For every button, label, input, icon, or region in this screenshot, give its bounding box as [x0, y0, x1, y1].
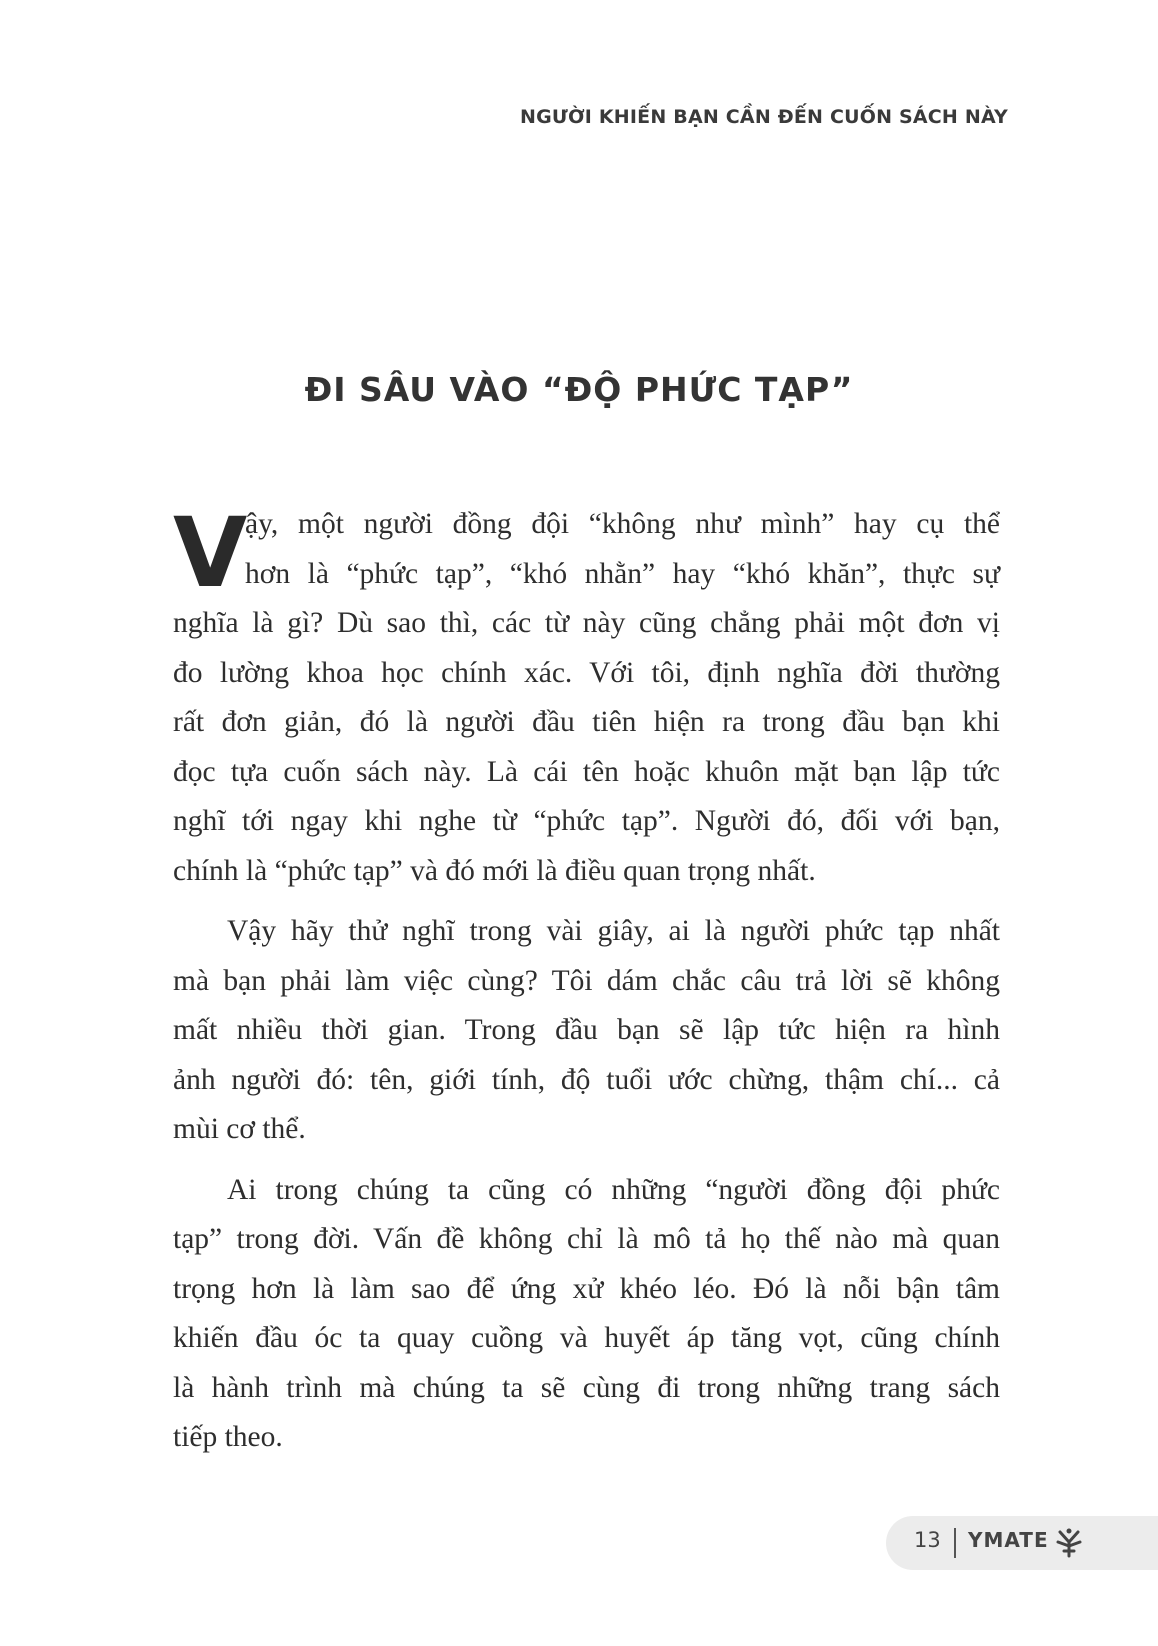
page-number: 13 — [914, 1528, 941, 1552]
text-line: Ai trong chúng ta cũng có những “người đồng đội phức — [227, 1173, 1000, 1206]
text-line: ảnh người đó: tên, giới tính, độ tuổi ước chừng, thậm chí... cả — [173, 1063, 1000, 1096]
drop-cap: V — [173, 497, 248, 609]
text-line: Vậy hãy thử nghĩ trong vài giây, ai là người phức tạp nhất — [227, 915, 1000, 947]
text-line: đọc tựa cuốn sách này. Là cái tên hoặc khuôn mặt bạn lập tức — [173, 755, 1000, 788]
ymate-logo-icon — [1052, 1526, 1086, 1565]
text-line: nghĩ tới ngay khi nghe từ “phức tạp”. Người đó, đối với bạn, — [173, 805, 1000, 837]
text-line: đo lường khoa học chính xác. Với tôi, định nghĩa đời thường — [173, 656, 1000, 689]
text-line: trọng hơn là làm sao để ứng xử khéo léo. Đó là nỗi bận tâm — [173, 1272, 1000, 1305]
text-line: tạp” trong đời. Vấn đề không chỉ là mô tả họ thế nào mà quan — [173, 1223, 1000, 1255]
brand-name: YMATE — [968, 1528, 1049, 1552]
text-line: chính là “phức tạp” và đó mới là điều quan trọng nhất. — [173, 854, 816, 887]
text-line: tiếp theo. — [173, 1421, 283, 1453]
text-line: khiến đầu óc ta quay cuồng và huyết áp tăng vọt, cũng chính — [173, 1322, 1000, 1354]
text-line: ậy, một người đồng đội “không như mình” hay cụ thể — [245, 508, 1000, 540]
paragraph-2 — [173, 907, 1000, 1155]
text-line: mà bạn phải làm việc cùng? Tôi dám chắc câu trả lời sẽ không — [173, 964, 1000, 997]
footer-divider — [954, 1528, 956, 1558]
paragraph-1 — [173, 497, 1000, 896]
body-text — [173, 497, 1000, 1474]
text-line: rất đơn giản, đó là người đầu tiên hiện ra trong đầu bạn khi — [173, 706, 1000, 738]
page-footer — [886, 1516, 1158, 1570]
text-line: hơn là “phức tạp”, “khó nhằn” hay “khó khăn”, thực sự — [245, 557, 1000, 590]
chapter-title: ĐI SÂU VÀO “ĐỘ PHỨC TẠP” — [304, 370, 854, 409]
paragraph-3 — [173, 1166, 1000, 1463]
running-head: NGƯỜI KHIẾN BẠN CẦN ĐẾN CUỐN SÁCH NÀY — [520, 106, 1008, 128]
text-line: mùi cơ thể. — [173, 1113, 306, 1145]
text-line: nghĩa là gì? Dù sao thì, các từ này cũng chẳng phải một đơn vị — [173, 607, 1000, 639]
text-line: mất nhiều thời gian. Trong đầu bạn sẽ lập tức hiện ra hình — [173, 1014, 1000, 1046]
text-line: là hành trình mà chúng ta sẽ cùng đi trong những trang sách — [173, 1371, 1000, 1404]
